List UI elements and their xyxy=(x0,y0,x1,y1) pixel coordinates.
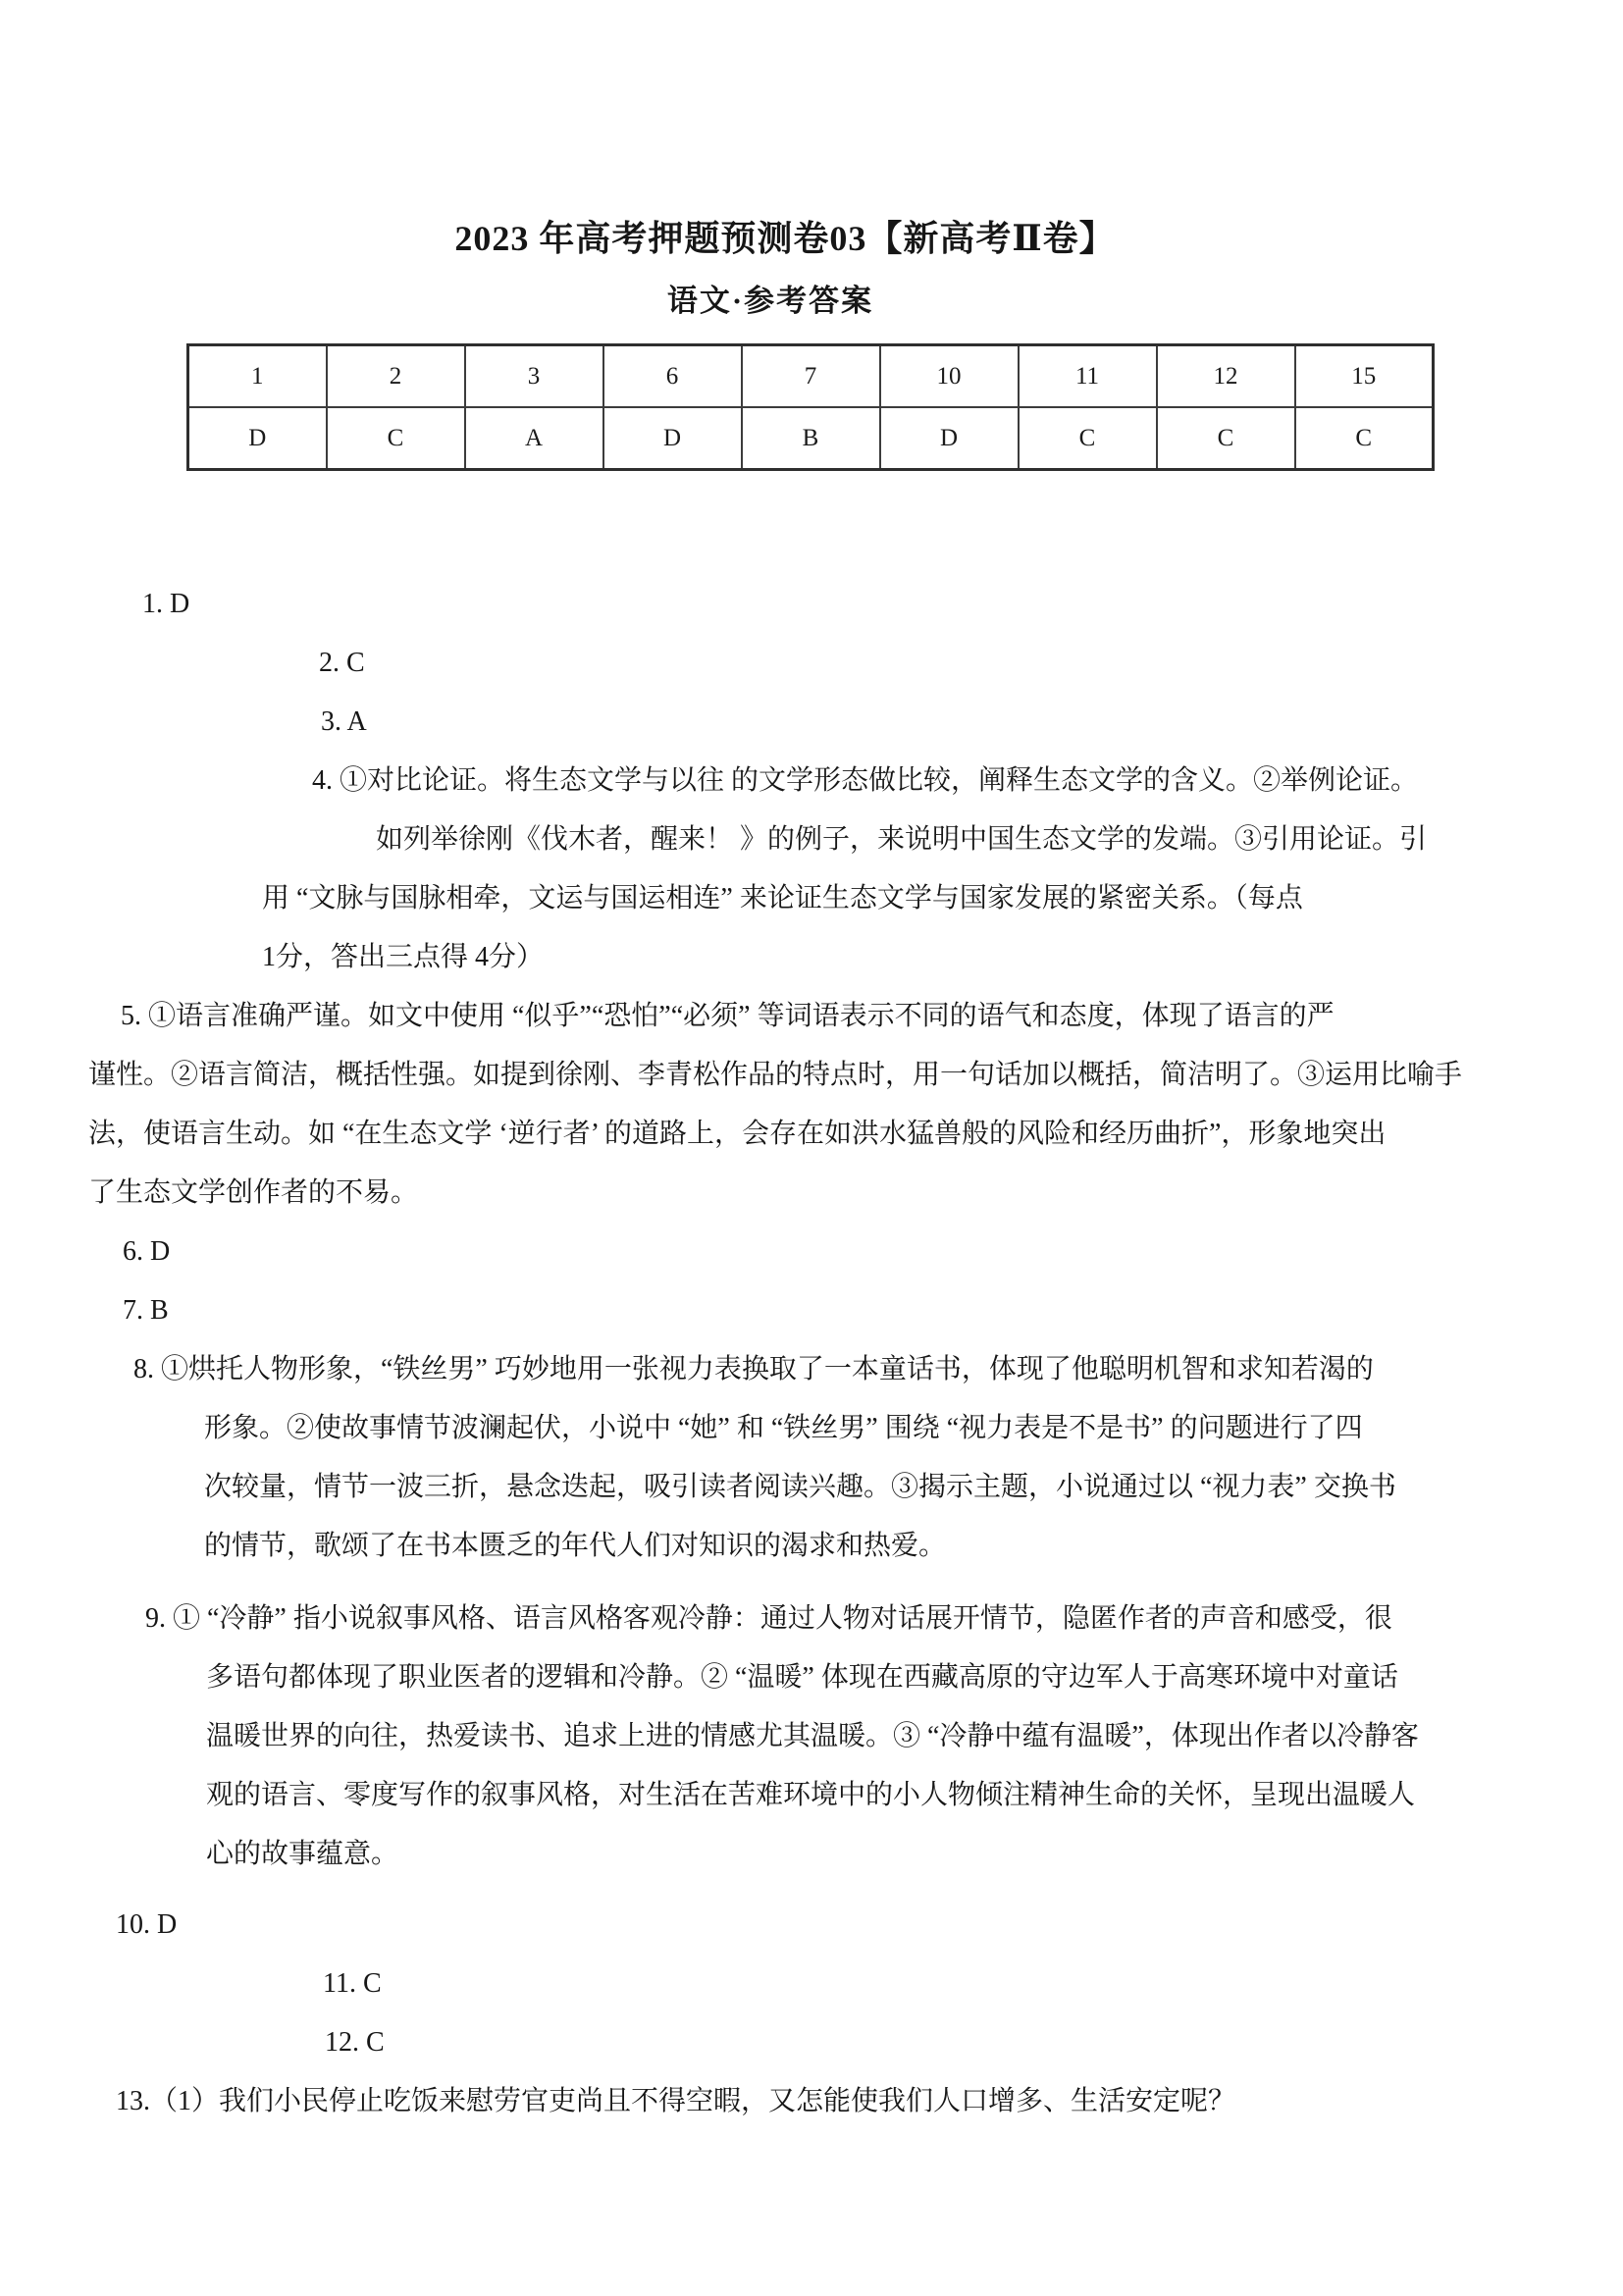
answer-line: 温暖世界的向往，热爱读书、追求上进的情感尤其温暖。③ “冷静中蕴有温暖”，体现出作者以冷静客 xyxy=(206,1721,1419,1751)
answer-line: 12. C xyxy=(325,2027,385,2058)
answer-line: 10. D xyxy=(116,1909,178,1940)
question-number-cell: 12 xyxy=(1157,345,1295,408)
answer-line: 3. A xyxy=(321,706,367,737)
answer-line: 1. D xyxy=(142,589,190,619)
answer-cell: D xyxy=(880,407,1019,470)
question-number-cell: 7 xyxy=(742,345,880,408)
answer-line: 4. ①对比论证。将生态文学与以往 的文学形态做比较，阐释生态文学的含义。②举例论证。 xyxy=(312,765,1419,796)
document-subtitle: 语文·参考答案 xyxy=(666,284,874,318)
question-number-cell: 1 xyxy=(188,345,327,408)
answer-line: 次较量，情节一波三折，悬念迭起，吸引读者阅读兴趣。③揭示主题，小说通过以 “视力表” 交换书 xyxy=(204,1472,1396,1502)
answer-cell: A xyxy=(465,407,603,470)
answer-item-q11 xyxy=(0,1955,1623,2013)
answer-line: 法，使语言生动。如 “在生态文学 ‘逆行者’ 的道路上，会存在如洪水猛兽般的风险和经历曲折”，形象地突出 xyxy=(88,1119,1387,1149)
question-number-cell: 11 xyxy=(1019,345,1157,408)
answer-item-q3 xyxy=(0,693,1623,752)
answer-cell: B xyxy=(742,407,880,470)
answer-line: 9. ① “冷静” 指小说叙事风格、语言风格客观冷静：通过人物对话展开情节，隐匿作者的声音和感受，很 xyxy=(145,1603,1392,1634)
answer-item-q4 xyxy=(0,752,1623,987)
document-title: 2023 年高考押题预测卷03【新高考Ⅱ卷】 xyxy=(454,219,1116,258)
question-number-cell: 2 xyxy=(327,345,465,408)
question-number-cell: 15 xyxy=(1295,345,1434,408)
answer-line: 形象。②使故事情节波澜起伏，小说中 “她” 和 “铁丝男” 围绕 “视力表是不是书” 的问题进行了四 xyxy=(204,1413,1363,1443)
answer-cell: D xyxy=(188,407,327,470)
answer-line: 7. B xyxy=(123,1295,169,1326)
question-number-cell: 3 xyxy=(465,345,603,408)
answer-cell: C xyxy=(327,407,465,470)
answer-line: 心的故事蕴意。 xyxy=(206,1839,399,1869)
answer-line: 2. C xyxy=(319,648,365,678)
question-number-cell: 6 xyxy=(603,345,742,408)
answer-explanations xyxy=(0,575,1623,2131)
answer-item-q9 xyxy=(0,1590,1623,1884)
answer-line: 了生态文学创作者的不易。 xyxy=(88,1177,419,1208)
answer-cell: C xyxy=(1295,407,1434,470)
answer-line: 1分，答出三点得 4分） xyxy=(262,942,545,972)
answer-line: 13.（1）我们小民停止吃饭来慰劳官吏尚且不得空暇，又怎能使我们人口增多、生活安定呢？ xyxy=(116,2086,1236,2116)
question-number-cell: 10 xyxy=(880,345,1019,408)
answer-line: 谨性。②语言简洁，概括性强。如提到徐刚、李青松作品的特点时，用一句话加以概括，简洁明了。③运用比喻手 xyxy=(88,1060,1463,1090)
answer-key-table xyxy=(186,343,1435,471)
answer-cell: C xyxy=(1019,407,1157,470)
answer-line: 如列举徐刚《伐木者，醒来！ 》的例子，来说明中国生态文学的发端。③引用论证。引 xyxy=(376,824,1428,855)
answer-letter-row xyxy=(188,407,1434,470)
answer-item-q13 xyxy=(0,2072,1623,2131)
answer-line: 的情节，歌颂了在书本匮乏的年代人们对知识的渴求和热爱。 xyxy=(204,1531,947,1561)
answer-line: 多语句都体现了职业医者的逻辑和冷静。② “温暖” 体现在西藏高原的守边军人于高寒环境中对童话 xyxy=(206,1662,1398,1693)
answer-item-q6 xyxy=(0,1223,1623,1281)
answer-item-q2 xyxy=(0,634,1623,693)
answer-line: 8. ①烘托人物形象，“铁丝男” 巧妙地用一张视力表换取了一本童话书，体现了他聪明机智和求知若渴的 xyxy=(133,1354,1374,1384)
answer-item-q10 xyxy=(0,1896,1623,1955)
answer-item-q12 xyxy=(0,2013,1623,2072)
answer-cell: C xyxy=(1157,407,1295,470)
answer-item-q5 xyxy=(0,987,1623,1223)
question-number-row xyxy=(188,345,1434,408)
answer-item-q7 xyxy=(0,1281,1623,1340)
answer-item-q1 xyxy=(0,575,1623,634)
answer-cell: D xyxy=(603,407,742,470)
answer-line: 11. C xyxy=(323,1968,382,1999)
answer-line: 5. ①语言准确严谨。如文中使用 “似乎”“恐怕”“必须” 等词语表示不同的语气和态度，体现了语言的严 xyxy=(121,1001,1335,1031)
answer-line: 用 “文脉与国脉相牵，文运与国运相连” 来论证生态文学与国家发展的紧密关系。（每点 xyxy=(262,883,1303,913)
answer-item-q8 xyxy=(0,1340,1623,1576)
answer-line: 6. D xyxy=(123,1236,171,1267)
answer-line: 观的语言、零度写作的叙事风格，对生活在苦难环境中的小人物倾注精神生命的关怀，呈现出温暖人 xyxy=(206,1780,1416,1810)
